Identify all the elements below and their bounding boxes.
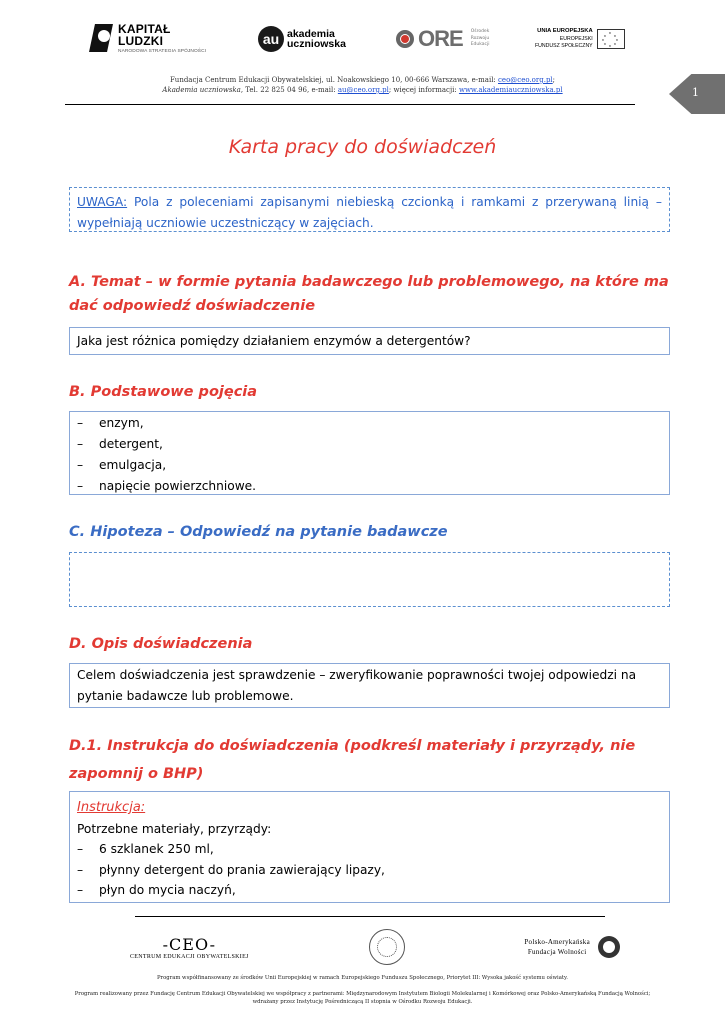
section-a-heading: A. Temat – w formie pytania badawczego lub problemowego, na które ma dać odpowiedź doświadczenie — [69, 274, 669, 314]
header-contact — [90, 75, 635, 95]
ore-logo — [396, 26, 492, 52]
page-number-tab — [669, 74, 725, 114]
concepts-list — [77, 413, 662, 497]
pafw-line1: Polsko-Amerykańska — [524, 938, 590, 946]
pafw-line2: Fundacja Wolności — [527, 948, 587, 956]
section-d-content: Celem doświadczenia jest sprawdzenie – zweryfikowanie poprawności twojej odpowiedzi na pytanie badawcze lub problemowe. — [77, 668, 637, 703]
header-divider — [65, 104, 635, 105]
kapital-ludzki-flag-icon — [90, 20, 113, 58]
section-b-heading: B. Podstawowe pojęcia — [69, 384, 258, 400]
section-d-heading: D. Opis doświadczenia — [69, 636, 253, 652]
list-item: – płyn do mycia naczyń, — [77, 880, 662, 901]
page-title: Karta pracy do doświadczeń — [228, 136, 497, 158]
list-item: – emulgacja, — [77, 455, 662, 476]
ceo-sub: CENTRUM EDUKACJI OBYWATELSKIEJ — [130, 953, 249, 960]
note-box — [69, 187, 670, 232]
akademia-uczniowska-logo — [258, 26, 353, 52]
section-a-box — [69, 327, 670, 355]
note-text: Pola z poleceniami zapisanymi niebieską czcionką i ramkami z przerywaną linią – wypełniają uczniowie uczestniczący w zajęciach. — [77, 195, 662, 230]
page-number: 1 — [692, 86, 699, 99]
ue-line1: UNIA EUROPEJSKA — [537, 28, 593, 35]
ceo-logo — [130, 935, 249, 960]
section-c-heading: C. Hipoteza – Odpowiedź na pytanie badawcze — [69, 524, 448, 540]
materials-list — [77, 839, 662, 901]
website-link[interactable]: www.akademiauczniowska.pl — [458, 86, 563, 94]
section-d-box — [69, 663, 670, 708]
au-line2: uczniowska — [287, 38, 346, 50]
footer-logos — [130, 926, 620, 968]
footer-line2: Program realizowany przez Fundację Centrum Edukacji Obywatelskiej we współpracy z partnerami: Międzynarodowym Instytutem Biologii Molekularnej i Komórkowej oraz Polsko-Amerykańską Fundacją Wolności; — [74, 991, 651, 997]
eu-logo — [535, 28, 645, 50]
ore-ring-icon — [396, 30, 414, 48]
section-a-content: Jaka jest różnica pomiędzy działaniem enzymów a detergentów? — [77, 334, 471, 348]
kapital-ludzki-subtitle: NARODOWA STRATEGIA SPÓJNOŚCI — [118, 49, 207, 55]
footer-divider — [135, 916, 605, 917]
section-b-box — [69, 411, 670, 495]
ue-line3: FUNDUSZ SPOŁECZNY — [535, 42, 593, 49]
au-line1: akademia — [287, 27, 335, 40]
header-line2-text: , Tel. 22 825 04 96, e-mail: — [240, 86, 338, 94]
header-logos — [90, 14, 645, 64]
hypothesis-input-box[interactable] — [69, 552, 670, 607]
footer-line1: Program współfinansowany ze środków Unii Europejskiej w ramach Europejskiego Funduszu Społecznego, Priorytet III: Wysoka jakość systemu oświaty. — [156, 975, 568, 981]
header-line2-name: Akademia uczniowska — [162, 86, 241, 94]
ore-sub1: Ośrodek — [470, 28, 490, 34]
ue-line2: EUROPEJSKI — [559, 35, 593, 42]
list-item: – enzym, — [77, 413, 662, 434]
ceo-mark: -CEO- — [162, 934, 217, 954]
list-item: – 6 szklanek 250 ml, — [77, 839, 662, 860]
instruction-intro: Potrzebne materiały, przyrządy: — [77, 821, 272, 836]
au-mark-icon: au — [258, 26, 284, 52]
au-email-link[interactable]: au@ceo.org.pl — [337, 86, 389, 94]
ore-sub3: Edukacji — [470, 42, 490, 48]
note-label: UWAGA: — [77, 195, 128, 209]
section-d1-heading: D.1. Instrukcja do doświadczenia (podkreśl materiały i przyrządy, nie zapomnij o BHP) — [69, 738, 636, 782]
pafw-logo — [524, 936, 620, 958]
ceo-email-link[interactable]: ceo@ceo.org.pl — [498, 76, 553, 84]
instruction-label: Instrukcja: — [77, 800, 146, 815]
header-line2-mid: ; więcej informacji: — [388, 86, 459, 94]
list-item: – detergent, — [77, 434, 662, 455]
header-line1-end: ; — [552, 76, 556, 84]
pafw-emblem-icon — [598, 936, 620, 958]
list-item: – płynny detergent do prania zawierający lipazy, — [77, 860, 662, 881]
kapital-ludzki-title: KAPITAŁ LUDZKI — [118, 22, 171, 49]
list-item: – napięcie powierzchniowe. — [77, 476, 662, 497]
eu-flag-icon: ★ ★ ★ ★ ★ ★ ★ ★ — [597, 29, 625, 49]
header-line1-text: Fundacja Centrum Edukacji Obywatelskiej, ul. Noakowskiego 10, 00-666 Warszawa, e-mail: — [169, 76, 499, 84]
ore-sub2: Rozwoju — [470, 35, 490, 41]
section-d1-box — [69, 791, 670, 903]
footer-line3: wdrażany przez Instytucję Pośredniczącą II stopnia w Ośrodku Rozwoju Edukacji. — [252, 999, 473, 1005]
ore-word: ORE — [418, 26, 463, 51]
kapital-ludzki-logo — [90, 20, 215, 58]
ibmk-seal-icon — [369, 929, 405, 965]
